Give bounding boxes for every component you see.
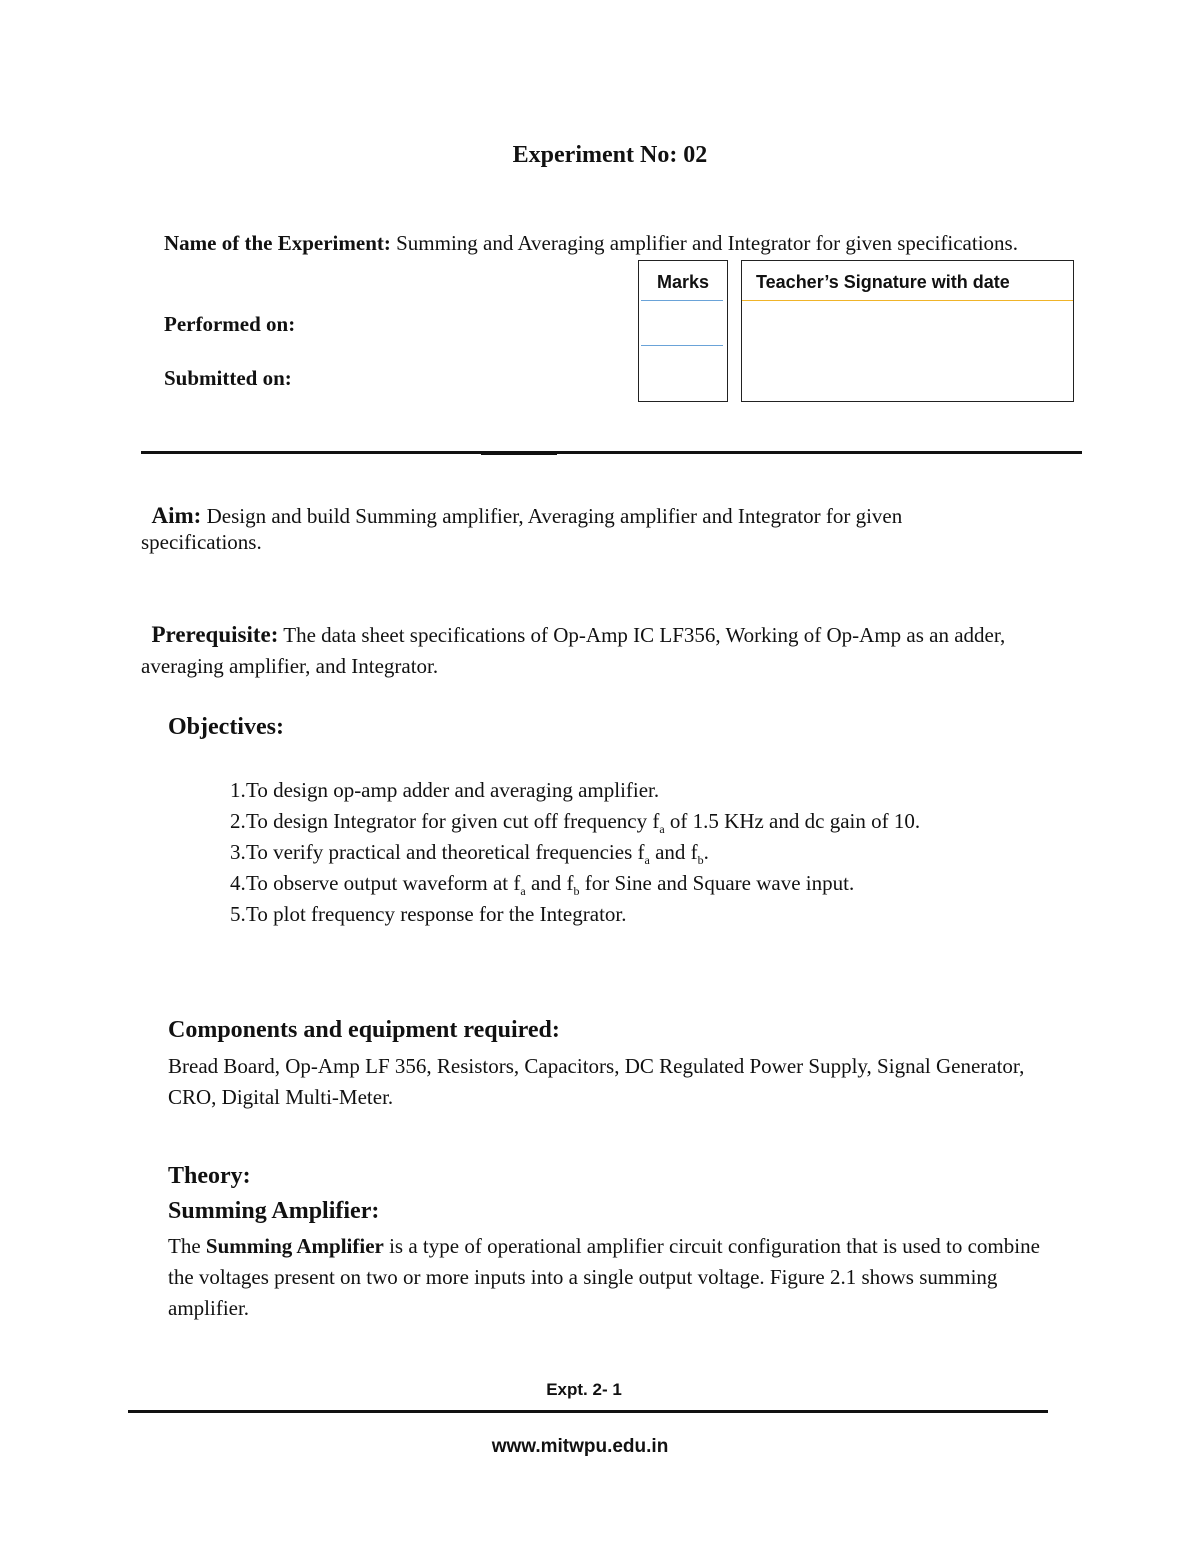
objectives-heading: Objectives:	[168, 714, 284, 740]
list-number: 1.	[230, 778, 246, 802]
marks-divider	[641, 300, 723, 301]
submitted-on-label: Submitted on:	[164, 366, 292, 390]
aim-section	[141, 503, 1021, 555]
marks-divider	[641, 345, 723, 346]
list-item	[168, 837, 920, 868]
list-number: 5.	[230, 902, 246, 926]
prerequisite-label: Prerequisite:	[151, 622, 279, 647]
components-text: Bread Board, Op-Amp LF 356, Resistors, Capacitors, DC Regulated Power Supply, Signal Generator, CRO, Digital Multi-Meter.	[168, 1054, 1025, 1109]
experiment-name-label: Name of the Experiment:	[164, 231, 391, 255]
aim-label: Aim:	[151, 503, 202, 528]
list-text: To observe output waveform at $f_a$ and $f_b$ for Sine and Square wave input.	[246, 871, 855, 899]
list-item	[168, 899, 920, 930]
header-divider	[141, 451, 1082, 454]
signature-box	[741, 260, 1074, 402]
signature-header: Teacher’s Signature with date	[756, 272, 1010, 292]
list-text: To design op-amp adder and averaging amplifier.	[246, 778, 660, 802]
performed-on-label: Performed on:	[164, 312, 296, 336]
list-text: To plot frequency response for the Integrator.	[246, 902, 627, 926]
footer-divider	[128, 1410, 1048, 1413]
page-title: Experiment No: 02	[512, 142, 708, 168]
list-item	[168, 868, 920, 899]
list-item	[168, 806, 920, 837]
list-item	[168, 775, 920, 806]
objectives-list	[168, 775, 920, 930]
list-number: 2.	[230, 809, 246, 833]
aim-text: Design and build Summing amplifier, Averaging amplifier and Integrator for given specifications.	[141, 504, 903, 554]
marks-box	[638, 260, 728, 402]
signature-divider	[742, 300, 1073, 301]
page-number: Expt. 2- 1	[546, 1380, 622, 1399]
prerequisite-section	[141, 619, 1071, 682]
summing-amplifier-text: The Summing Amplifier is a type of operational amplifier circuit configuration that is used to combine the voltages present on two or more inputs into a single output voltage. Figure 2.1 shows summing amplifier.	[168, 1234, 1040, 1320]
prerequisite-text: The data sheet specifications of Op-Amp IC LF356, Working of Op-Amp as an adder, averaging amplifier, and Integrator.	[141, 623, 1006, 678]
experiment-name-value: Summing and Averaging amplifier and Integrator for given specifications.	[396, 231, 1018, 255]
list-text: To design Integrator for given cut off frequency $f_a$ of 1.5 KHz and dc gain of 10.	[246, 809, 921, 837]
list-text: To verify practical and theoretical frequencies $f_a$ and $f_b$.	[246, 840, 709, 868]
list-number: 4.	[230, 871, 246, 895]
list-number: 3.	[230, 840, 246, 864]
footer-url: www.mitwpu.edu.in	[491, 1436, 669, 1457]
components-heading: Components and equipment required:	[168, 1017, 560, 1043]
header-divider-accent	[481, 452, 557, 455]
theory-heading: Theory:	[168, 1163, 251, 1189]
experiment-name	[164, 230, 1058, 257]
summing-amplifier-heading: Summing Amplifier:	[168, 1198, 380, 1224]
marks-header: Marks	[656, 272, 710, 292]
